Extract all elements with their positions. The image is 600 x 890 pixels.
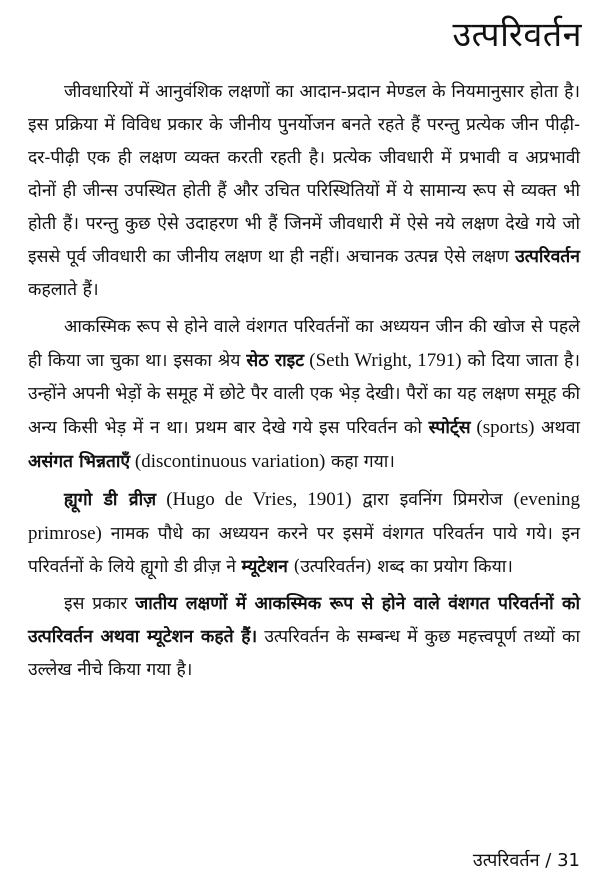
paragraph-3-text-b: नामक पौधे का अध्ययन करने पर इसमें वंशगत परिवर्तन पाये गये। इन परिवर्तनों के लिये ह्यूगो डी व्रीज़ ने xyxy=(28,524,580,577)
paragraph-2 xyxy=(28,311,580,479)
hugo-de-vries-english: (Hugo de Vries, 1901) xyxy=(156,489,352,510)
term-seth-wright-bold: सेठ राइट xyxy=(246,351,305,371)
term-mutation-bold: उत्परिवर्तन xyxy=(515,247,580,267)
paragraph-3-text-a: द्वारा इवनिंग प्रिमरोज xyxy=(351,490,514,510)
paragraph-1-text-b: कहलाते हैं। xyxy=(28,280,99,300)
paragraph-1 xyxy=(28,76,580,307)
mutation-definition-bold: जातीय लक्षणों में आकस्मिक रूप से होने वाले वंशगत परिवर्तनों को उत्परिवर्तन अथवा म्यूटेशन कहते हैं। xyxy=(28,594,580,647)
paragraph-4-text-b: उत्परिवर्तन के सम्बन्ध में कुछ महत्त्वपूर्ण तथ्यों का उल्लेख नीचे किया गया है। xyxy=(28,627,580,680)
term-sports-bold: स्पोर्ट्स xyxy=(428,418,471,438)
paragraph-3-text-c: (उत्परिवर्तन) शब्द का प्रयोग किया। xyxy=(287,557,513,577)
paragraph-2-text-a: आकस्मिक रूप से होने वाले वंशगत परिवर्तनों का अध्ययन जीन की खोज से पहले ही किया जा चुका था। इसका श्रेय xyxy=(28,317,580,371)
paragraph-2-text-c: अथवा xyxy=(534,418,580,438)
discontinuous-variation-english: (discontinuous variation) xyxy=(130,451,326,472)
chapter-heading: उत्परिवर्तन xyxy=(452,15,582,55)
term-discontinuous-variation-bold: असंगत भिन्नताएँ xyxy=(28,452,131,472)
seth-wright-english: (Seth Wright, 1791) xyxy=(304,350,462,371)
paragraph-3 xyxy=(28,483,580,584)
paragraph-4 xyxy=(28,588,580,687)
term-hugo-de-vries-bold: ह्यूगो डी व्रीज़ xyxy=(64,490,157,510)
paragraph-4-text-a: इस प्रकार xyxy=(64,594,136,614)
sports-english: (sports) xyxy=(470,417,535,438)
page-footer: उत्परिवर्तन / 31 xyxy=(472,850,580,871)
paragraph-2-text-b: को दिया जाता है। उन्होंने अपनी भेड़ों के समूह में छोटे पैर वाली एक भेड़ देखी। पैरों का यह लक्षण समूह की अन्य किसी भेड़ में न था। प्रथम बार देखे गये इस परिवर्तन को xyxy=(28,351,580,438)
paragraph-2-text-d: कहा गया। xyxy=(325,452,395,472)
evening-primrose-english: (evening primrose) xyxy=(28,489,580,544)
body-text xyxy=(28,76,580,691)
term-mutation-english-hindi-bold: म्यूटेशन xyxy=(241,557,288,577)
paragraph-1-text-a: जीवधारियों में आनुवंशिक लक्षणों का आदान-प्रदान मेण्डल के नियमानुसार होता है। इस प्रक्रिया में विविध प्रकार के जीनीय पुनर्योजन बनते रहते हैं परन्तु प्रत्येक जीन पीढ़ी-दर-पीढ़ी एक ही लक्षण व्यक्त करती रहती है। प्रत्येक जीवधारी में प्रभावी व अप्रभावी दोनों ही जीन्स उपस्थित होती हैं और उचित परिस्थितियों में ये सामान्य रूप से व्यक्त भी होती हैं। परन्तु कुछ ऐसे उदाहरण भी हैं जिनमें जीवधारी में ऐसे नये लक्षण देखे गये जो इससे पूर्व जीवधारी का जीनीय लक्षण था ही नहीं। अचानक उत्पन्न ऐसे लक्षण xyxy=(28,82,580,267)
